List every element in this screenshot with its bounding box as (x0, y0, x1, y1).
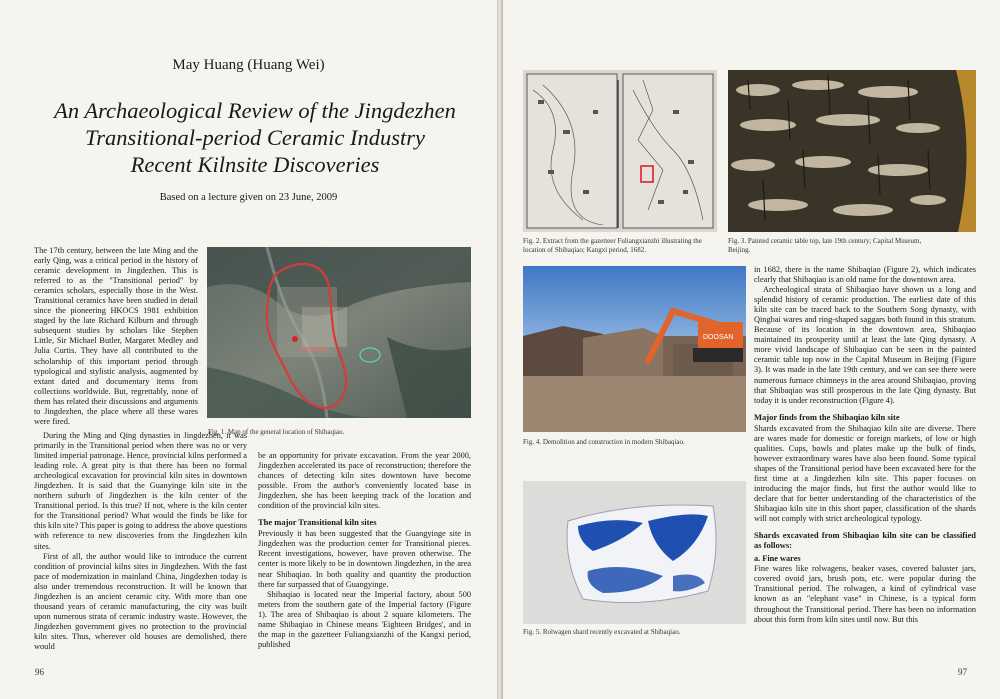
paragraph: be an opportunity for private excavation. From the year 2000, Jingdezhen accelerated its pace of reconstruction; therefore the chances of detecting kiln sites downtown have become possible. From the author's conveniently located base in Jingdezhen, she has been keeping track of the location and condition of the provincial kiln sites. (258, 451, 471, 511)
figure-5-caption: Fig. 5. Rolwagen shard recently excavated at Shibaqiao. (523, 628, 681, 636)
paragraph: Fine wares like rolwagens, beaker vases, covered baluster jars, covered ovoid jars, brush pots, etc. were popular during the Transitional period. The rolwagen, a kind of cylindrical vase known as an "elephant vase" in Chinese, is a typical form throughout the Transitional period. There has been no information about this form from kiln sites until now. But this (754, 564, 976, 624)
figure-2-gazetteer-map (523, 70, 717, 232)
paragraph: in 1682, there is the name Shibaqiao (Figure 2), which indicates clearly that Shibaqiao is an old name for the downtown area. (754, 265, 976, 285)
figure-3-table-top (728, 70, 976, 232)
page-number: 97 (958, 667, 967, 677)
excavator-sign: DOOSAN (703, 334, 734, 341)
subsection-heading: a. Fine wares (754, 554, 801, 564)
article-title (30, 97, 480, 178)
paragraph: First of all, the author would like to introduce the current condition of provincial kilns sites in Jingdezhen. With the fast pace of modernization in mainland China, Jingdezhen today is also under tremendous reconstruction. It will be known that Jingdezhen is an ancient ceramic city. With more than one thousand years of ceramic manufacturing, the city was built upon numerous strata of ceramic industry waste. However, the Jingdezhen government gives no protection to the provincial kiln sites. Thus, wherever old houses are demolished, there would (34, 551, 247, 651)
title-line: An Archaeological Review of the Jingdezhen (54, 98, 456, 123)
figure-3-caption: Fig. 3. Painted ceramic table top, late 19th century; Capital Museum, Beijing. (728, 237, 922, 254)
body-column-1-top (34, 246, 198, 427)
figure-5-shard-photo (523, 481, 746, 624)
section-heading: The major Transitional kiln sites (258, 517, 377, 528)
section-heading: Major finds from the Shibaqiao kiln site (754, 411, 900, 422)
paragraph: Shibaqiao is located near the Imperial factory, about 500 meters from the southern gate of the Imperial factory (Figure 1). The area of Shibaqiao is about 2 square kilometers. The name Shibaqiao in Chinese means 'Eighteen Bridges', and in the map in the gazetteer Fuliangxianzhi of the Kangxi period, published (258, 589, 471, 649)
page-number: 96 (35, 667, 44, 677)
figure-1-caption: Fig. 1. Map of the general location of Shibaqiao. (208, 428, 345, 436)
body-column-right (754, 265, 976, 625)
section-heading: Shards excavated from Shibaqiao kiln site can be classified as follows: (754, 530, 976, 551)
right-page (503, 0, 1000, 699)
paragraph: During the Ming and Qing dynasties in Jingdezhen, it was primarily in the Transitional period when there was no or very limited imperial patronage. Hence, provincial kilns performed a leading role. A great pity is that there has been no formal archeological excavation for provincial kiln sites in downtown Jingdezhen. It is said that the Guanyinge kiln site in the northern suburb of Jingdezhen is the kiln center of the Transitional period. Is this true? If not, where is the kiln center for the Transitional period? What would the finds be like for this kiln site? This paper is going to address the above questions with reference to new discoveries from the Jingdezhen kiln sites. (34, 431, 248, 551)
title-line: Transitional-period Ceramic Industry (84, 125, 425, 150)
left-page (0, 0, 497, 699)
body-column-2 (258, 451, 471, 650)
figure-2-caption: Fig. 2. Extract from the gazetteer Fuliangxianzhi illustrating the location of Shibaqiao; Kangxi period, 1682. (523, 237, 702, 254)
figure-4-demolition-photo (523, 266, 746, 432)
lecture-note: Based on a lecture given on 23 June, 2009 (159, 192, 338, 203)
body-column-1 (34, 431, 247, 652)
paragraph: The 17th century, between the late Ming and the early Qing, was a critical period in the history of ceramic development in Jingdezhen. This is referred to as the "Transitional period" by ceramics scholars, especially those in the West. Transitional ceramics have been studied in detail since the pioneering HKOCS 1981 exhibition staged by the late Richard Kilburn and through subsequent studies by scholars like Stephen Little, Sir Michael Butler, Margaret Medley and Julia Curtis. They have all contributed to the scholarship of this important period through typological and stylistic analysis, augmented by extant dated and documentary items from collections worldwide. But, regrettably, none of them has related their discussions and arguments to Jingdezhen, the place where all these wares were fired. (34, 246, 198, 426)
figure-1-map (207, 247, 471, 418)
author-name: May Huang (Huang Wei) (172, 57, 325, 73)
figure-4-caption: Fig. 4. Demolition and construction in modern Shibaqiao. (523, 438, 685, 446)
map-label: Shibaqiao (300, 347, 327, 353)
paragraph: Shards excavated from the Shibaqiao kiln site are diverse. There are wares made for domestic or foreign markets, of low or high qualities. Cups, bowls and plates make up the bulk of finds, however extraordinary wares have also been found. Some typical shapes of the Transitional period have been excavated here for the first time at a Jingdezhen kiln site. This paper focuses on introducing the major finds, but first the author would like to declare that for better understanding of the characteristics of the Shibaqiao kiln site in this short paper, classification of the shards will not comply with strict archeological typology. (754, 423, 976, 524)
title-line: Recent Kilnsite Discoveries (130, 152, 380, 177)
paragraph: Previously it has been suggested that the Guangyinge site in Jingdezhen was the production center for Transitional pieces. Recent investigations, however, have proven otherwise. The center is more likely to be in downtown Jingdezhen, in the area near Shibaqiao. In both quality and quantity the production there far surpassed that of Guangyinge. (258, 529, 471, 589)
paragraph: Archeological strata of Shibaqiao have shown us a long and splendid history of ceramic production. The earliest date of this kiln site can be traced back to the Southern Song dynasty, with Qingbai wares and ring-shaped saggars both found in this stratum. Because of its location in the downtown area, Shibaqiao maintained its prosperity until at least the late Qing dynasty. A more vivid landscape of Shibaqiao can be seen in the painted ceramic table top now in the Capital Museum in Beijing (Figure 3). It was made in the late 19th century, and we can see there were numerous furnace chimneys in the area around Shibaqiao, proving that Shibaqiao was still prosperous in the late Qing dynasty. But today it is under reconstruction (Figure 4). (754, 285, 976, 405)
